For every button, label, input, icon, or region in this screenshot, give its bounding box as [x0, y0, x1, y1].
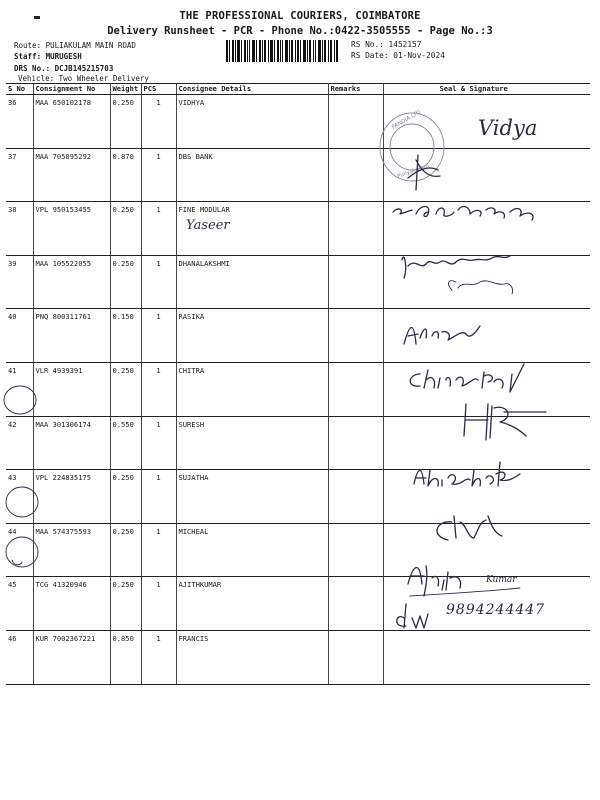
- table-row: [6, 362, 590, 416]
- cell-consignment: MAA 650102178: [33, 95, 110, 149]
- cell-consignee: AJITHKUMAR: [176, 577, 328, 631]
- cell-consignment: PNQ 800311761: [33, 309, 110, 363]
- barcode-image: [226, 40, 338, 62]
- table-row: [6, 255, 590, 309]
- table-row: [6, 416, 590, 470]
- cell-consignee: MICHEAL: [176, 523, 328, 577]
- cell-sno: 46: [6, 630, 33, 684]
- cell-weight: 0.550: [110, 416, 141, 470]
- cell-weight: 0.250: [110, 577, 141, 631]
- table-row: [6, 202, 590, 256]
- svg-text:PANDIA LTD: PANDIA LTD: [391, 109, 422, 131]
- cell-consignee: DHANALAKSHMI: [176, 255, 328, 309]
- cell-weight: 0.250: [110, 255, 141, 309]
- cell-weight: 0.250: [110, 95, 141, 149]
- cell-remarks: [328, 309, 383, 363]
- col-header-pcs: PCS: [141, 84, 176, 95]
- col-header-weight: Weight: [110, 84, 141, 95]
- cell-sno: 36: [6, 95, 33, 149]
- cell-pcs: 1: [141, 148, 176, 202]
- cell-consignee: SURESH: [176, 416, 328, 470]
- svg-text:Kumar: Kumar: [486, 575, 517, 585]
- delivery-table: [6, 83, 590, 685]
- cell-sno: 42: [6, 416, 33, 470]
- cell-consignment: VLR 4939391: [33, 362, 110, 416]
- cell-sno: 41: [6, 362, 33, 416]
- cell-sno: 38: [6, 202, 33, 256]
- staff-label: Staff: MURUGESH: [14, 52, 82, 61]
- cell-pcs: 1: [141, 470, 176, 524]
- route-label: Route: PULIAKULAM MAIN ROAD: [14, 41, 136, 50]
- cell-weight: 0.150: [110, 309, 141, 363]
- company-title: THE PROFESSIONAL COURIERS, COIMBATORE: [179, 10, 421, 22]
- cell-consignee: DBS BANK: [176, 148, 328, 202]
- cell-signature: [383, 202, 590, 256]
- col-header-consignment: Consignment No: [33, 84, 110, 95]
- cell-remarks: [328, 95, 383, 149]
- cell-pcs: 1: [141, 416, 176, 470]
- cell-signature: [383, 309, 590, 363]
- cell-weight: 0.250: [110, 470, 141, 524]
- cell-consignment: KUR 7002367221: [33, 630, 110, 684]
- cell-sno: 45: [6, 577, 33, 631]
- cell-signature: [383, 416, 590, 470]
- col-header-consignee: Consignee Details: [176, 84, 328, 95]
- cell-consignee: CHITRA: [176, 362, 328, 416]
- col-header-signature: Seal & Signature: [383, 84, 590, 95]
- cell-signature: [383, 362, 590, 416]
- cell-remarks: [328, 148, 383, 202]
- cell-consignment: VPL 950153455: [33, 202, 110, 256]
- cell-signature: [383, 630, 590, 684]
- cell-remarks: [328, 416, 383, 470]
- cell-signature: [383, 470, 590, 524]
- drs-number: DRS No.: DCJB145215703: [14, 64, 114, 73]
- vehicle-label: Vehicle: Two Wheeler Delivery: [18, 74, 149, 83]
- col-header-remarks: Remarks: [328, 84, 383, 95]
- cell-sno: 44: [6, 523, 33, 577]
- cell-weight: 0.870: [110, 148, 141, 202]
- cell-weight: 0.250: [110, 523, 141, 577]
- col-header-sno: S No: [6, 84, 33, 95]
- cell-consignment: MAA 574375593: [33, 523, 110, 577]
- cell-consignment: MAA 105522055: [33, 255, 110, 309]
- table-row: [6, 309, 590, 363]
- cell-weight: 0.250: [110, 202, 141, 256]
- cell-pcs: 1: [141, 95, 176, 149]
- table-header-row: [6, 84, 590, 95]
- cell-sno: 43: [6, 470, 33, 524]
- cell-consignment: MAA 705095292: [33, 148, 110, 202]
- table-row: [6, 630, 590, 684]
- cell-weight: 0.250: [110, 362, 141, 416]
- cell-sno: 40: [6, 309, 33, 363]
- cell-remarks: [328, 202, 383, 256]
- cell-signature: [383, 255, 590, 309]
- cell-consignment: VPL 224835175: [33, 470, 110, 524]
- cell-pcs: 1: [141, 309, 176, 363]
- cell-remarks: [328, 470, 383, 524]
- cell-remarks: [328, 523, 383, 577]
- cell-signature: [383, 148, 590, 202]
- cell-remarks: [328, 362, 383, 416]
- cell-weight: 0.850: [110, 630, 141, 684]
- cell-consignee: FINE MODULAR: [176, 202, 328, 256]
- cell-consignee: RASIKA: [176, 309, 328, 363]
- cell-pcs: 1: [141, 577, 176, 631]
- cell-remarks: [328, 577, 383, 631]
- cell-pcs: 1: [141, 202, 176, 256]
- cell-pcs: 1: [141, 255, 176, 309]
- rs-date: RS Date: 01-Nov-2024: [351, 51, 445, 60]
- handwritten-name-row36: Vidya: [478, 116, 538, 140]
- cell-remarks: [328, 255, 383, 309]
- cell-consignment: TCG 41320946: [33, 577, 110, 631]
- cell-sno: 37: [6, 148, 33, 202]
- cell-consignee: VIDHYA: [176, 95, 328, 149]
- cell-remarks: [328, 630, 383, 684]
- runsheet-subtitle: Delivery Runsheet - PCR - Phone No.:0422-3505555 - Page No.:3: [107, 25, 493, 37]
- cell-consignment: MAA 301306174: [33, 416, 110, 470]
- cell-sno: 39: [6, 255, 33, 309]
- handwritten-phone-row46: 9894244447: [446, 602, 546, 618]
- cell-signature: [383, 523, 590, 577]
- handwritten-name-row38: Yaseer: [186, 218, 230, 233]
- cell-pcs: 1: [141, 362, 176, 416]
- svg-text:Puliyakulam: Puliyakulam: [396, 162, 430, 180]
- cell-pcs: 1: [141, 630, 176, 684]
- cell-consignee: SUJATHA: [176, 470, 328, 524]
- table-row: [6, 523, 590, 577]
- table-row: [6, 148, 590, 202]
- cell-consignee: FRANCIS: [176, 630, 328, 684]
- cell-pcs: 1: [141, 523, 176, 577]
- rs-number: RS No.: 1452157: [351, 40, 422, 49]
- table-row: [6, 470, 590, 524]
